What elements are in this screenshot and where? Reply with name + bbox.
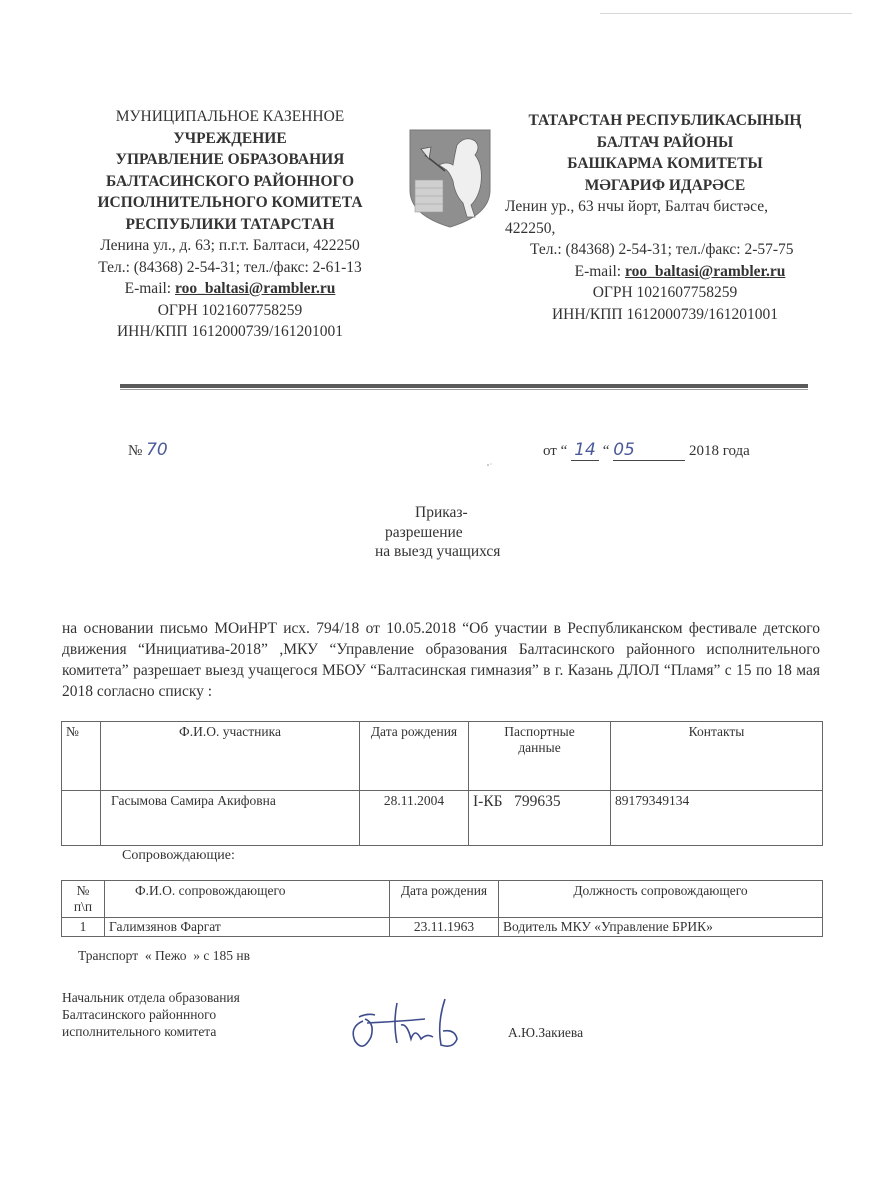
transport-info: Транспорт « Пежо » с 185 нв [78, 948, 250, 963]
email-label: E-mail: [574, 262, 625, 280]
handwritten-number: 70 [146, 440, 168, 460]
email-label: E-mail: [124, 280, 175, 297]
org-line: БАЛТАЧ РАЙОНЫ [596, 133, 734, 151]
coat-of-arms-icon [405, 125, 495, 230]
col-header: Контакты [611, 722, 823, 791]
cell-passport: I-КБ 799635 [469, 791, 611, 846]
order-number [128, 440, 168, 460]
col-header: Ф.И.О. участника [101, 722, 360, 791]
col-header: Паспортные данные [469, 722, 611, 791]
org-line: МУНИЦИПАЛЬНОЕ КАЗЕННОЕ [115, 108, 345, 125]
inn-kpp: ИНН/КПП 1612000739/161201001 [551, 305, 779, 323]
email-row [505, 261, 825, 283]
cell-num: 1 [62, 918, 105, 937]
cell-dob: 28.11.2004 [360, 791, 469, 846]
phone: Тел.: (84368) 2-54-31; тел./факс: 2-57-75 [530, 241, 794, 258]
cell-position: Водитель МКУ «Управление БРИК» [499, 918, 823, 937]
handwritten-day: 14 [571, 440, 599, 461]
table-row [62, 791, 823, 846]
title-line: Приказ- [415, 504, 468, 521]
date-mid: “ [602, 443, 610, 459]
table-row [62, 918, 823, 937]
header-divider [120, 384, 808, 388]
signatory-line: Балтасинского районнного [62, 1007, 217, 1022]
cell-contacts: 89179349134 [611, 791, 823, 846]
handwritten-signature [345, 993, 495, 1058]
signatory-title [62, 989, 240, 1040]
org-line: ТАТАРСТАН РЕСПУБЛИКАСЫНЫҢ [528, 112, 802, 129]
header-right-tatar [505, 110, 825, 325]
address: 422250, [505, 219, 556, 237]
email-row [70, 278, 390, 300]
order-body: на основании письмо МОиНРТ исх. 794/18 от 10.05.2018 “Об участии в Республиканском фестивале детского движения “Инициатива-2018” ,МКУ “Управление образования Балтасинского районного исполнительного комитета” разрешает выезд учащегося МБОУ “Балтасинская гимназия” в г. Казань ДЛОЛ “Пламя” с 15 по 18 мая 2018 согласно списку : [62, 620, 820, 700]
org-line: БАЛТАСИНСКОГО РАЙОННОГО [105, 172, 355, 190]
header-left-russian [70, 106, 390, 343]
escorts-table [61, 880, 823, 937]
col-header: № п\п [62, 881, 105, 918]
title-line: на выезд учащихся [375, 543, 501, 560]
col-header: Ф.И.О. сопровождающего [105, 881, 390, 918]
address: Ленина ул., д. 63; п.г.т. Балтаси, 422250 [100, 237, 360, 254]
col-header: № [62, 722, 101, 791]
inn-kpp: ИНН/КПП 1612000739/161201001 [116, 323, 344, 340]
ogrn: ОГРН 1021607758259 [592, 284, 738, 301]
participants-table [61, 721, 823, 846]
signer-name: А.Ю.Закиева [508, 1025, 584, 1040]
phone: Тел.: (84368) 2-54-31; тел./факс: 2-61-13 [98, 258, 362, 276]
org-line: УЧРЕЖДЕНИЕ [173, 129, 287, 147]
ogrn: ОГРН 1021607758259 [157, 301, 303, 319]
signatory-line: исполнительного комитета [62, 1024, 217, 1039]
email-link[interactable]: roo_baltasi@rambler.ru [175, 280, 336, 297]
table-header-row [62, 722, 823, 791]
date-prefix: от “ [543, 443, 568, 459]
email-link[interactable]: roo_baltasi@rambler.ru [625, 262, 786, 280]
col-header: Дата рождения [390, 881, 499, 918]
title-line: разрешение [385, 523, 463, 541]
col-header: Дата рождения [360, 722, 469, 791]
address: Ленин ур., 63 нчы йорт, Балтач бистәсе, [505, 198, 768, 215]
org-line: БАШКАРМА КОМИТЕТЫ [567, 155, 763, 172]
cell-dob: 23.11.1963 [390, 918, 499, 937]
handwritten-month: 05 [613, 440, 685, 461]
escorts-label: Сопровождающие: [122, 848, 235, 863]
document-title [330, 503, 500, 562]
signatory-line: Начальник отдела образования [62, 990, 240, 1005]
org-line: УПРАВЛЕНИЕ ОБРАЗОВАНИЯ [115, 151, 345, 168]
cell-name: Гасымова Самира Акифовна [101, 791, 360, 846]
cell-name: Галимзянов Фаргат [105, 918, 390, 937]
number-label: № [128, 443, 143, 459]
col-header: Должность сопровождающего [499, 881, 823, 918]
org-line: ИСПОЛНИТЕЛЬНОГО КОМИТЕТА [97, 194, 363, 211]
org-line: РЕСПУБЛИКИ ТАТАРСТАН [125, 215, 335, 233]
cell-num [62, 791, 101, 846]
header-divider-thin [120, 389, 808, 390]
year: 2018 года [688, 443, 750, 459]
scan-speck [485, 460, 495, 470]
table-header-row [62, 881, 823, 918]
scan-artifact-line [600, 13, 852, 14]
order-date [543, 440, 750, 461]
org-line: МӘГАРИФ ИДАРӘСЕ [584, 176, 746, 194]
